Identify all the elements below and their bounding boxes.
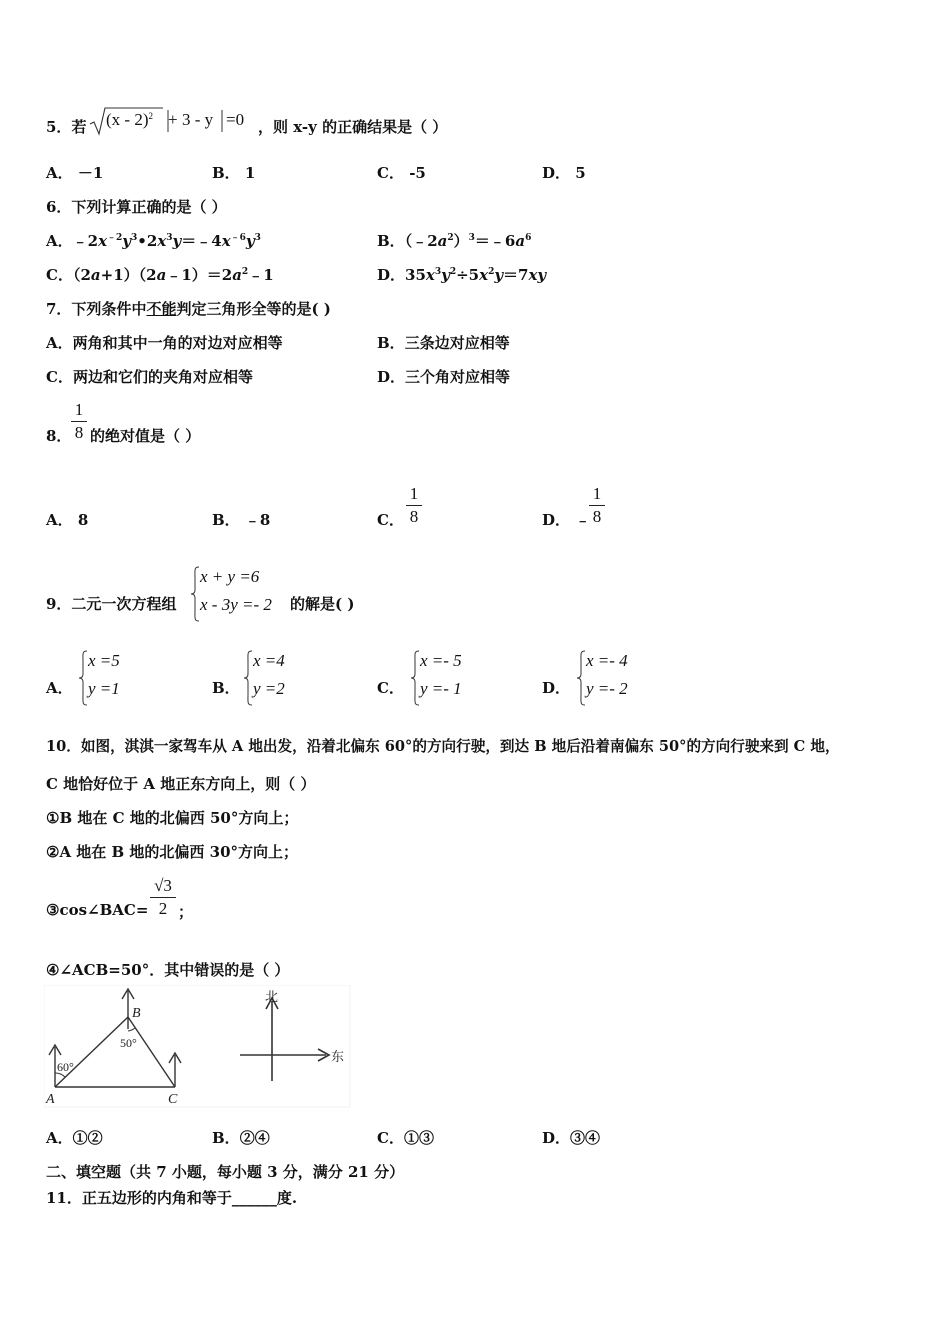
q10-line2: C 地恰好位于 A 地正东方向上，则（ ） bbox=[46, 775, 316, 793]
q9-stem-pre: 9．二元一次方程组 bbox=[46, 595, 177, 613]
q11-stem: 11．正五边形的内角和等于______度. bbox=[46, 1189, 298, 1207]
q6-option-b: B．$(﹣2a^2)^3=﹣6a^6$ bbox=[377, 232, 532, 250]
q9-option-a-system: x =5 y =1 bbox=[78, 650, 158, 706]
label-b: B bbox=[132, 1006, 141, 1021]
q5-eq: =0 bbox=[226, 110, 245, 129]
q5-number: 5． bbox=[46, 118, 72, 136]
q8-fraction: 1 8 bbox=[71, 400, 87, 443]
q10-option-d: D．③④ bbox=[542, 1129, 601, 1147]
q9-option-c-system: x =- 5 y =- 1 bbox=[410, 650, 490, 706]
q5-option-a: A． －1 bbox=[46, 164, 104, 182]
q6-option-c: C．$(2a+1)(2a﹣1)=2a^2﹣1$ bbox=[46, 266, 274, 284]
q5-option-b: B． 1 bbox=[212, 164, 256, 182]
q8-stem: 的绝对值是（ ） bbox=[90, 427, 201, 445]
label-c: C bbox=[168, 1092, 178, 1107]
q10-statement-4: ④∠ACB=50°．其中错误的是（ ） bbox=[46, 961, 290, 979]
q11-blank: ______ bbox=[231, 1189, 277, 1207]
q9-option-b-system: x =4 y =2 bbox=[243, 650, 323, 706]
q7-option-c: C．两边和它们的夹角对应相等 bbox=[46, 368, 253, 386]
q9-option-c-label: C． bbox=[377, 679, 404, 697]
section-2-title: 二、填空题（共 7 小题，每小题 3 分，满分 21 分） bbox=[46, 1163, 405, 1181]
q10-statement-3: ③cos∠BAC= bbox=[46, 901, 149, 919]
q9-system bbox=[190, 566, 290, 622]
q5-sqrt-exp: 2 bbox=[148, 111, 153, 121]
q7-option-b: B．三条边对应相等 bbox=[377, 334, 510, 352]
q9-eq1: x + y =6 bbox=[200, 567, 260, 586]
q9-option-d-system: x =- 4 y =- 2 bbox=[576, 650, 656, 706]
q8-option-d-label: D． ﹣ bbox=[542, 511, 591, 529]
q8-option-c-label: C． bbox=[377, 511, 404, 529]
compass-north-label: 北 bbox=[265, 990, 279, 1005]
q6-stem: 6．下列计算正确的是（ ） bbox=[46, 198, 227, 216]
q8-number: 8． bbox=[46, 427, 72, 445]
q7-option-d: D．三个角对应相等 bbox=[377, 368, 511, 386]
q5-option-d: D． 5 bbox=[542, 164, 586, 182]
q10-option-a: A．①② bbox=[46, 1129, 103, 1147]
q9-option-b-label: B． bbox=[212, 679, 240, 697]
q5-sqrt-inner: (x - 2) bbox=[106, 110, 149, 129]
q5-option-c: C． -5 bbox=[377, 164, 426, 182]
q8-option-d-fraction: 1 8 bbox=[589, 484, 605, 527]
q9-stem-post: 的解是( ) bbox=[290, 595, 355, 613]
q5-abs: 3 - y bbox=[182, 110, 214, 129]
q5-plus: + bbox=[168, 110, 178, 129]
q10-option-c: C．①③ bbox=[377, 1129, 434, 1147]
q7-option-a: A．两角和其中一角的对边对应相等 bbox=[46, 334, 283, 352]
q5-prefix: 若 bbox=[71, 118, 87, 136]
q6-option-a: A．$﹣2x^{﹣2}y^3•2x^3y=﹣4x^{﹣6}y^3$ bbox=[46, 232, 261, 250]
q9-eq2: x - 3y =- 2 bbox=[200, 595, 272, 614]
q10-statement-1: ①B 地在 C 地的北偏西 50°方向上； bbox=[46, 809, 299, 827]
q5-suffix: ，则 x-y 的正确结果是（ ） bbox=[258, 118, 448, 136]
q7-stem: 7．下列条件中不能判定三角形全等的是( ) bbox=[46, 300, 331, 318]
q8-option-c-fraction: 1 8 bbox=[406, 484, 422, 527]
q6-option-d: D．$35x^3y^2\div 5x^2y=7xy$ bbox=[377, 266, 547, 284]
compass-east-label: 东 bbox=[331, 1050, 345, 1065]
q8-option-b: B． ﹣8 bbox=[212, 511, 271, 529]
q9-option-d-label: D． bbox=[542, 679, 571, 697]
label-60: 60° bbox=[57, 1060, 74, 1074]
q10-statement-2: ②A 地在 B 地的北偏西 30°方向上； bbox=[46, 843, 299, 861]
q10-sqrt3-over-2: √3 2 bbox=[150, 876, 176, 919]
label-50: 50° bbox=[120, 1036, 137, 1050]
q10-line1: 10．如图，淇淇一家驾车从 A 地出发，沿着北偏东 60°的方向行驶，到达 B 地后沿着南偏东 50°的方向行驶来到 C 地， bbox=[46, 738, 840, 755]
q10-figure bbox=[44, 985, 352, 1109]
q10-option-b: B．②④ bbox=[212, 1129, 270, 1147]
q8-option-a: A． 8 bbox=[46, 511, 89, 529]
q9-option-a-label: A． bbox=[46, 679, 73, 697]
label-a: A bbox=[46, 1092, 55, 1107]
q5-stem bbox=[46, 116, 86, 137]
